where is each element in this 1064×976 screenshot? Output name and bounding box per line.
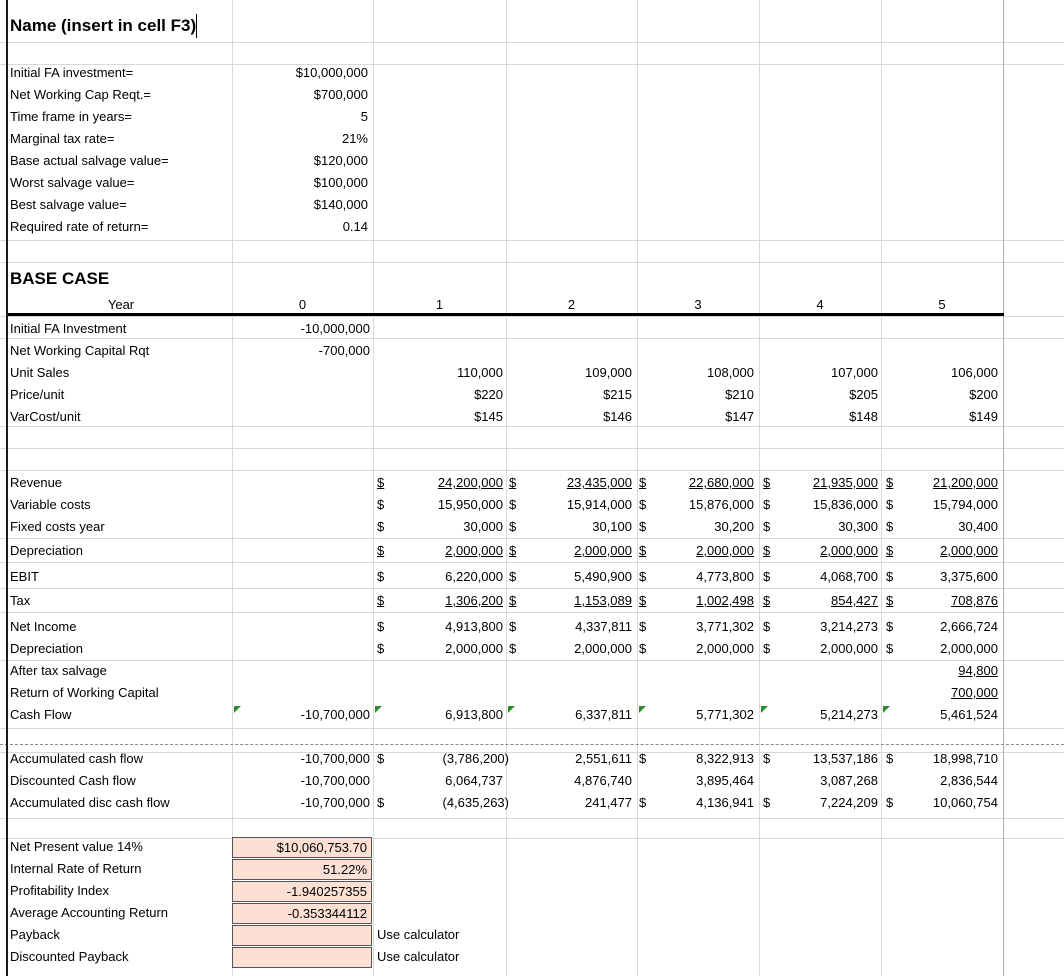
currency-symbol[interactable]: $ [377,751,385,766]
row-value[interactable]: 2,551,611 [575,751,632,766]
year-header-3[interactable]: 3 [694,297,702,312]
row-value[interactable]: $146 [603,409,632,424]
row-value[interactable]: $200 [969,387,998,402]
row-label[interactable]: Fixed costs year [10,519,105,534]
row-value[interactable]: 2,000,000 [820,543,878,558]
grid-line [0,316,1064,317]
currency-symbol[interactable]: $ [639,751,647,766]
row-value[interactable]: 15,914,000 [566,497,632,512]
currency-symbol[interactable]: $ [509,641,517,656]
input-label[interactable]: Worst salvage value= [10,175,135,190]
result-cell[interactable] [232,947,372,968]
row-value[interactable]: 854,427 [831,593,878,608]
row-value[interactable]: 1,153,089 [574,593,632,608]
row-value[interactable]: 700,000 [951,685,998,700]
base-case-heading[interactable]: BASE CASE [10,269,110,288]
currency-symbol[interactable]: $ [763,641,771,656]
row-label[interactable]: Initial FA Investment [10,321,127,336]
input-label[interactable]: Required rate of return= [10,219,149,234]
row-value[interactable]: $148 [849,409,878,424]
currency-symbol[interactable]: $ [763,619,771,634]
currency-symbol[interactable]: $ [377,497,385,512]
error-indicator-icon [639,706,646,713]
cash-flow-value[interactable]: 6,913,800 [445,707,503,722]
result-note[interactable]: Use calculator [377,949,460,964]
row-label[interactable]: Return of Working Capital [10,685,159,700]
error-indicator-icon [883,706,890,713]
row-label[interactable]: Tax [10,593,31,608]
row-value[interactable]: 30,000 [463,519,503,534]
row-value[interactable]: 5,490,900 [574,569,632,584]
row-label[interactable]: Cash Flow [10,707,72,722]
row-value[interactable]: -10,700,000 [300,751,370,766]
input-label[interactable]: Base actual salvage value= [10,153,169,168]
row-value[interactable]: 94,800 [958,663,998,678]
row-value[interactable]: 4,876,740 [574,773,632,788]
cash-flow-value[interactable]: 5,461,524 [940,707,998,722]
currency-symbol[interactable]: $ [639,593,647,608]
row-value[interactable]: $210 [725,387,754,402]
currency-symbol[interactable]: $ [377,795,385,810]
currency-symbol[interactable]: $ [639,497,647,512]
row-label[interactable]: Accumulated disc cash flow [10,795,170,810]
row-value[interactable]: -10,700,000 [300,795,370,810]
row-value[interactable]: 2,000,000 [696,543,754,558]
row-label[interactable]: Discounted Cash flow [10,773,136,788]
year-header-0[interactable]: 0 [298,297,307,312]
input-label[interactable]: Initial FA investment= [10,65,134,80]
input-value[interactable]: $700,000 [313,87,368,102]
row-value[interactable]: 2,000,000 [940,543,998,558]
row-value[interactable]: 2,000,000 [445,641,503,656]
currency-symbol[interactable]: $ [377,543,385,558]
input-value[interactable]: $140,000 [313,197,368,212]
sheet-title[interactable]: Name (insert in cell F3) [10,14,197,38]
result-cell[interactable] [232,859,372,880]
row-value[interactable]: 3,087,268 [820,773,878,788]
currency-symbol[interactable]: $ [886,593,894,608]
result-label[interactable]: Net Present value 14% [10,839,143,854]
row-value[interactable]: 4,913,800 [445,619,503,634]
grid-column-line [373,0,374,976]
currency-symbol[interactable]: $ [886,641,894,656]
row-value[interactable]: 2,000,000 [696,641,754,656]
cash-flow-value[interactable]: 5,214,273 [820,707,878,722]
row-value[interactable]: (4,635,263) [442,795,509,810]
row-label[interactable]: EBIT [10,569,39,584]
grid-line [0,426,1064,427]
currency-symbol[interactable]: $ [509,475,517,490]
result-value: -1.940257355 [286,884,367,899]
currency-symbol[interactable]: $ [639,519,647,534]
currency-symbol[interactable]: $ [886,569,894,584]
row-value[interactable]: 6,220,000 [445,569,503,584]
currency-symbol[interactable]: $ [763,795,771,810]
row-value[interactable]: 1,002,498 [696,593,754,608]
grid-column-line [232,0,233,976]
currency-symbol[interactable]: $ [377,593,385,608]
column-a-border [6,0,8,976]
error-indicator-icon [234,706,241,713]
row-value[interactable]: 15,836,000 [812,497,878,512]
currency-symbol[interactable]: $ [509,619,517,634]
grid-line [0,470,1064,471]
grid-column-line [1003,0,1004,976]
row-value[interactable]: 15,950,000 [437,497,503,512]
row-value[interactable]: 15,794,000 [932,497,998,512]
row-value[interactable]: 15,876,000 [688,497,754,512]
row-value[interactable]: $149 [969,409,998,424]
input-value[interactable]: 0.14 [342,219,368,234]
grid-line [0,262,1064,263]
row-label[interactable]: Depreciation [10,641,83,656]
row-label[interactable]: Depreciation [10,543,83,558]
input-value[interactable]: 5 [360,109,368,124]
row-value[interactable]: 2,836,544 [940,773,998,788]
input-value[interactable]: $100,000 [313,175,368,190]
grid-line [0,538,1064,539]
row-value[interactable]: 2,000,000 [820,641,878,656]
row-value[interactable]: 3,895,464 [696,773,754,788]
input-label[interactable]: Net Working Cap Reqt.= [10,87,152,102]
currency-symbol[interactable]: $ [509,519,517,534]
row-label[interactable]: Price/unit [10,387,65,402]
row-value[interactable]: 21,935,000 [812,475,878,490]
input-value[interactable]: $10,000,000 [295,65,368,80]
grid-line [0,240,1064,241]
row-label[interactable]: VarCost/unit [10,409,81,424]
error-indicator-icon [761,706,768,713]
row-value[interactable]: -700,000 [318,343,370,358]
result-value: -0.353344112 [287,906,367,921]
row-value[interactable]: 13,537,186 [812,751,878,766]
input-label[interactable]: Time frame in years= [10,109,132,124]
row-value[interactable]: 30,200 [714,519,754,534]
row-value[interactable]: 30,300 [838,519,878,534]
row-value[interactable]: 2,000,000 [574,641,632,656]
input-label[interactable]: Best salvage value= [10,197,127,212]
currency-symbol[interactable]: $ [639,619,647,634]
grid-line [0,588,1064,589]
row-label[interactable]: Revenue [10,475,63,490]
input-value[interactable]: $120,000 [313,153,368,168]
result-value: 51.22% [322,862,367,877]
row-value[interactable]: $215 [603,387,632,402]
row-label[interactable]: Accumulated cash flow [10,751,143,766]
page-break-line [0,744,1064,745]
currency-symbol[interactable]: $ [509,593,517,608]
grid-line [0,562,1064,563]
row-value[interactable]: 2,000,000 [445,543,503,558]
row-value[interactable]: 1,306,200 [445,593,503,608]
row-value[interactable]: 110,000 [456,365,503,380]
grid-column-line [506,0,507,976]
input-label[interactable]: Marginal tax rate= [10,131,115,146]
currency-symbol[interactable]: $ [763,543,771,558]
cash-flow-value[interactable]: -10,700,000 [300,707,370,722]
error-indicator-icon [375,706,382,713]
result-note[interactable]: Use calculator [377,927,460,942]
currency-symbol[interactable]: $ [886,519,894,534]
result-cell[interactable] [232,925,372,946]
currency-symbol[interactable]: $ [886,751,894,766]
grid-line [0,42,1064,43]
row-value[interactable]: 30,100 [592,519,632,534]
result-value [237,949,367,967]
cash-flow-value[interactable]: 6,337,811 [575,707,632,722]
year-header-5[interactable]: 5 [938,297,946,312]
result-cell[interactable] [232,881,372,902]
currency-symbol[interactable]: $ [377,619,385,634]
result-cell[interactable] [232,837,372,858]
row-value[interactable]: $145 [474,409,503,424]
row-value[interactable]: 4,136,941 [696,795,754,810]
currency-symbol[interactable]: $ [763,569,771,584]
currency-symbol[interactable]: $ [639,475,647,490]
result-value [237,927,367,945]
row-value[interactable]: 7,224,209 [820,795,878,810]
currency-symbol[interactable]: $ [763,751,771,766]
row-value[interactable]: 3,214,273 [820,619,878,634]
result-cell[interactable] [232,903,372,924]
row-value[interactable]: 4,773,800 [696,569,754,584]
year-header-1[interactable]: 1 [435,297,444,312]
year-header-2[interactable]: 2 [567,297,576,312]
currency-symbol[interactable]: $ [509,497,517,512]
currency-symbol[interactable]: $ [763,475,771,490]
currency-symbol[interactable]: $ [509,569,517,584]
currency-symbol[interactable]: $ [639,569,647,584]
input-value[interactable]: 21% [341,131,368,146]
row-value[interactable]: 21,200,000 [932,475,998,490]
currency-symbol[interactable]: $ [377,519,385,534]
row-value[interactable]: 106,000 [951,365,998,380]
currency-symbol[interactable]: $ [639,543,647,558]
row-value[interactable]: 18,998,710 [932,751,998,766]
currency-symbol[interactable]: $ [509,543,517,558]
row-value[interactable]: 24,200,000 [437,475,503,490]
row-value[interactable]: $220 [474,387,503,402]
row-value[interactable]: 4,337,811 [575,619,632,634]
row-label[interactable]: After tax salvage [10,663,107,678]
result-label[interactable]: Profitability Index [10,883,109,898]
row-label[interactable]: Variable costs [10,497,91,512]
row-value[interactable]: 8,322,913 [696,751,754,766]
currency-symbol[interactable]: $ [886,475,894,490]
row-value[interactable]: 23,435,000 [566,475,632,490]
currency-symbol[interactable]: $ [639,795,647,810]
grid-line [0,612,1064,613]
currency-symbol[interactable]: $ [886,795,894,810]
row-value[interactable]: 22,680,000 [688,475,754,490]
row-value[interactable]: 10,060,754 [932,795,998,810]
currency-symbol[interactable]: $ [886,619,894,634]
row-value[interactable]: 3,771,302 [696,619,754,634]
row-value[interactable]: -10,700,000 [300,773,370,788]
error-indicator-icon [508,706,515,713]
result-value: $10,060,753.70 [276,840,367,855]
row-value[interactable]: 2,000,000 [574,543,632,558]
row-label[interactable]: Unit Sales [10,365,70,380]
currency-symbol[interactable]: $ [377,569,385,584]
result-label[interactable]: Discounted Payback [10,949,129,964]
currency-symbol[interactable]: $ [763,497,771,512]
row-value[interactable]: (3,786,200) [442,751,509,766]
row-value[interactable]: $147 [725,409,754,424]
row-value[interactable]: 3,375,600 [940,569,998,584]
currency-symbol[interactable]: $ [763,519,771,534]
grid-line [0,660,1064,661]
grid-line [0,338,1064,339]
result-label[interactable]: Payback [10,927,60,942]
row-value[interactable]: 108,000 [707,365,754,380]
row-value[interactable]: 708,876 [951,593,998,608]
currency-symbol[interactable]: $ [763,593,771,608]
result-label[interactable]: Average Accounting Return [10,905,169,920]
row-value[interactable]: 109,000 [585,365,632,380]
currency-symbol[interactable]: $ [377,641,385,656]
year-header-4[interactable]: 4 [816,297,824,312]
currency-symbol[interactable]: $ [886,543,894,558]
row-value[interactable]: 30,400 [958,519,998,534]
grid-line [0,728,1064,729]
row-value[interactable]: 107,000 [831,365,878,380]
row-value[interactable]: 6,064,737 [445,773,503,788]
row-value[interactable]: $205 [849,387,878,402]
grid-line [0,448,1064,449]
currency-symbol[interactable]: $ [886,497,894,512]
grid-line [0,818,1064,819]
cash-flow-value[interactable]: 5,771,302 [696,707,754,722]
currency-symbol[interactable]: $ [377,475,385,490]
row-value[interactable]: 2,000,000 [940,641,998,656]
currency-symbol[interactable]: $ [639,641,647,656]
row-label[interactable]: Net Income [10,619,77,634]
row-value[interactable]: -10,000,000 [300,321,370,336]
row-value[interactable]: 4,068,700 [820,569,878,584]
result-label[interactable]: Internal Rate of Return [10,861,142,876]
row-label[interactable]: Net Working Capital Rqt [10,343,150,358]
row-value[interactable]: 2,666,724 [940,619,998,634]
year-label[interactable]: Year [107,297,135,312]
row-value[interactable]: 241,477 [585,795,632,810]
